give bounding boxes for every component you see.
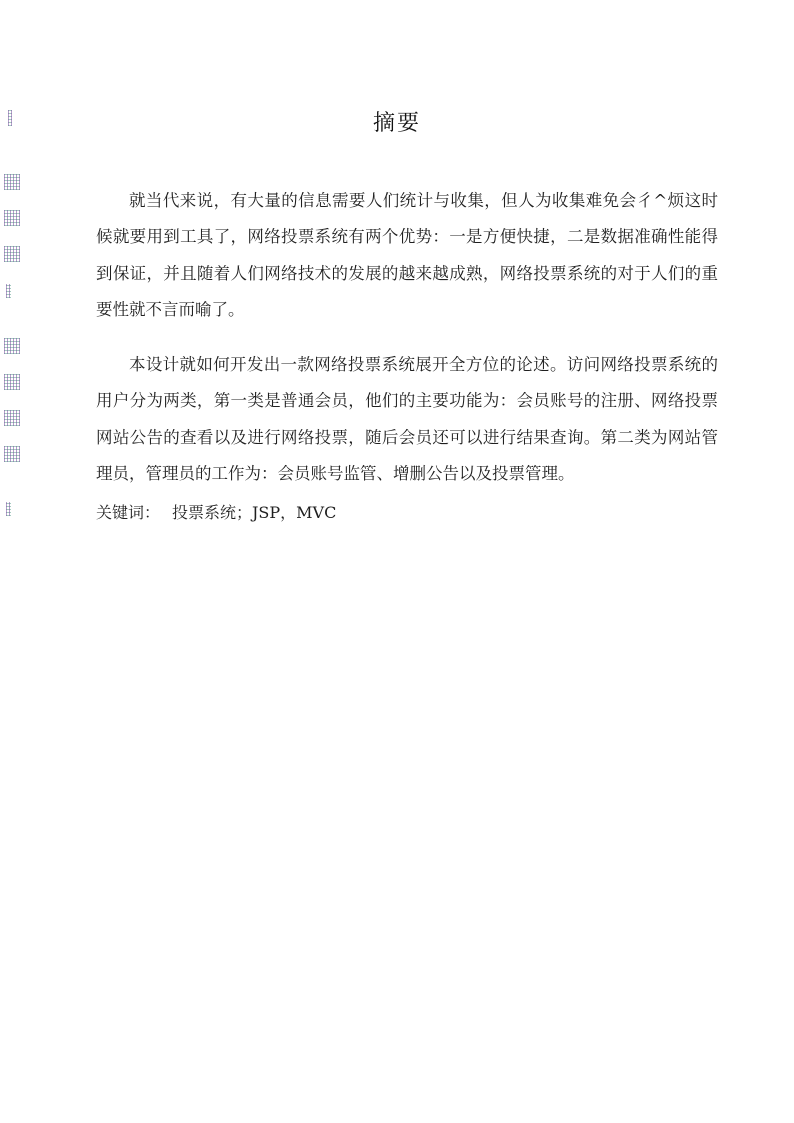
margin-mark <box>4 174 20 190</box>
abstract-paragraph-2: 本设计就如何开发出一款网络投票系统展开全方位的论述。访问网络投票系统的用户分为两类，第一类是普通会员，他们的主要功能为：会员账号的注册、网络投票网站公告的查看以及进行网络投票，随后会员还可以进行结果查询。第二类为网站管理员，管理员的工作为：会员账号监管、增删公告以及投票管理。 <box>96 354 718 483</box>
abstract-title: 摘要 <box>372 111 421 136</box>
keywords-label: 关键词： <box>96 503 161 522</box>
margin-scan-artifacts <box>0 0 30 1123</box>
margin-mark <box>6 502 11 516</box>
margin-mark <box>4 410 20 426</box>
margin-mark <box>4 246 20 262</box>
margin-mark <box>4 446 20 462</box>
margin-mark <box>4 338 20 354</box>
keywords-value: 投票系统；JSP，MVC <box>172 503 337 522</box>
keywords-line <box>96 498 336 528</box>
margin-mark <box>4 374 20 390</box>
margin-mark <box>6 284 11 298</box>
abstract-paragraph-1: 就当代来说，有大量的信息需要人们统计与收集，但人为收集难免会彳^烦这时候就要用到工具了，网络投票系统有两个优势：一是方便快捷，二是数据准确性能得到保证，并且随着人们网络技术的发展的越来越成熟，网络投票系统的对于人们的重要性就不言而喻了。 <box>96 190 718 319</box>
margin-mark <box>4 210 20 226</box>
